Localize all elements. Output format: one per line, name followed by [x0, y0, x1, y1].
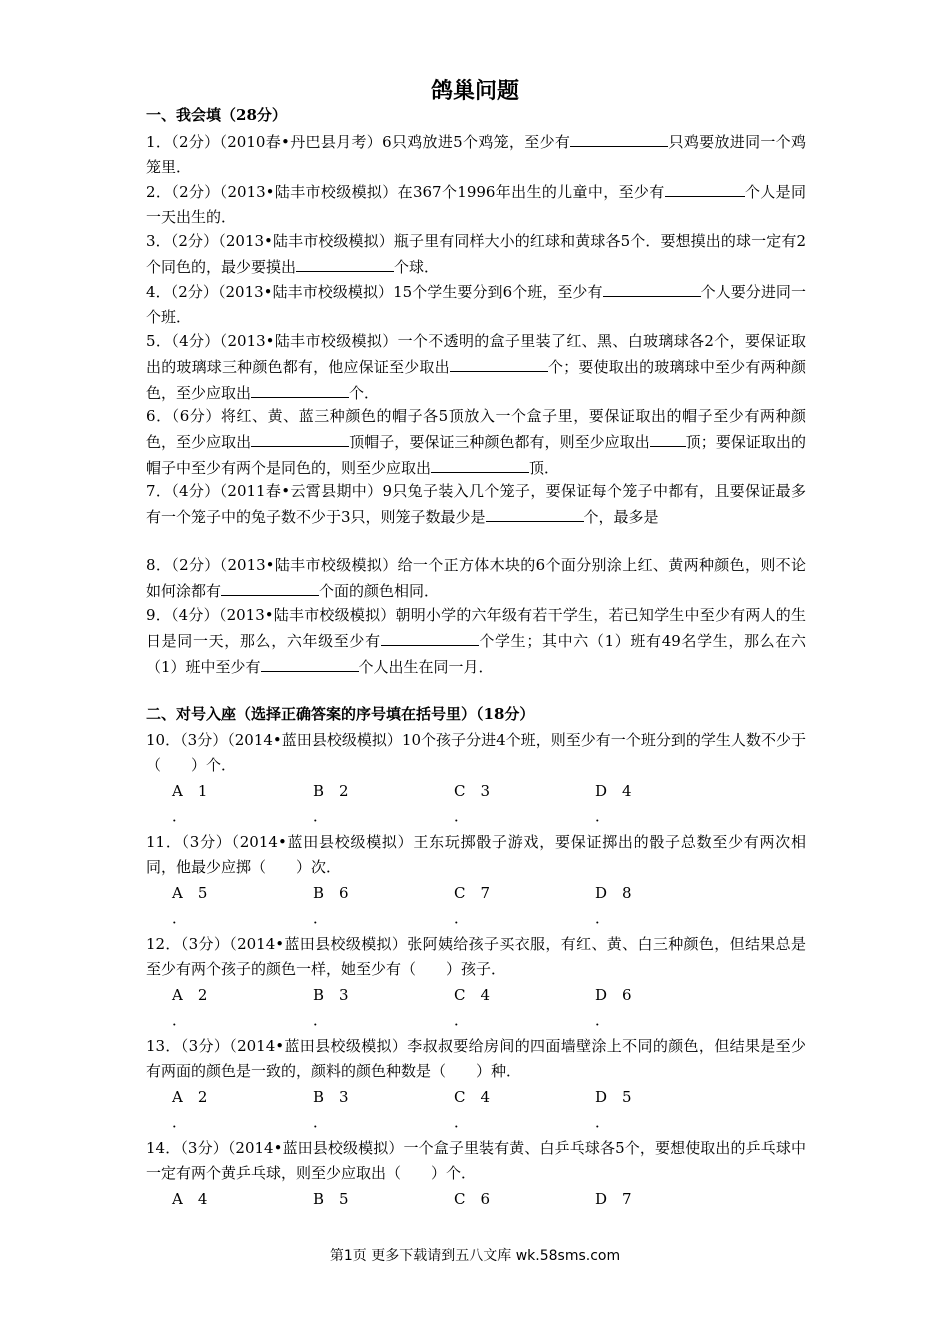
- question-7: 7．（4分）（2011春•云霄县期中）9只兔子装入几个笼子，要保证每个笼子中都有，且要保证最多有一个笼子中的兔子数不少于3只，则笼子数最少是 个，最多是: [146, 482, 806, 526]
- option-d[interactable]: D 6 ．: [595, 986, 632, 1029]
- option-b[interactable]: B 6 ．: [313, 884, 349, 927]
- option-c[interactable]: C 4 ．: [454, 1088, 491, 1131]
- answer-blank[interactable]: [431, 455, 529, 473]
- page-title: 鸽巢问题: [430, 78, 519, 104]
- option-b[interactable]: B 2 ．: [313, 782, 349, 825]
- answer-blank[interactable]: [261, 654, 359, 672]
- answer-blank[interactable]: [450, 354, 548, 372]
- option-a[interactable]: A 5 ．: [172, 884, 208, 927]
- answer-blank[interactable]: [650, 429, 686, 447]
- question-14: 14．（3分）（2014•蓝田县校级模拟）一个盒子里装有黄、白乒乓球各5个，要想使取出的乒乓球中一定有两个黄乒乓球，则至少应取出（ ）个．: [146, 1139, 806, 1182]
- section-2-heading: 二、对号入座（选择正确答案的序号填在括号里）（18分）: [146, 705, 535, 723]
- page-footer: 第1页 更多下载请到五八文库 wk.58sms.com: [329, 1248, 621, 1264]
- option-b[interactable]: B 5: [313, 1190, 349, 1208]
- question-8: 8．（2分）（2013•陆丰市校级模拟）给一个正方体木块的6个面分别涂上红、黄两种颜色，则不论如何涂都有 个面的颜色相同．: [146, 556, 806, 600]
- answer-blank[interactable]: [221, 578, 319, 596]
- option-b[interactable]: B 3 ．: [313, 986, 349, 1029]
- answer-blank[interactable]: [251, 380, 349, 398]
- answer-blank[interactable]: [665, 179, 745, 197]
- question-6: 6．（6分）将红、黄、蓝三种颜色的帽子各5顶放入一个盒子里，要保证取出的帽子至少有两种颜色，至少应取出 顶帽子，要保证三种颜色都有，则至少应取出 顶；要保证取出的帽子中至少有两个是同色的，则至少应取出 顶．: [146, 407, 806, 477]
- option-a[interactable]: A 2 ．: [172, 986, 208, 1029]
- options-13: [172, 1085, 772, 1135]
- option-c[interactable]: C 6: [454, 1190, 491, 1208]
- answer-blank[interactable]: [381, 628, 479, 646]
- question-4: 4．（2分）（2013•陆丰市校级模拟）15个学生要分到6个班，至少有 个人要分进同一个班．: [146, 279, 806, 330]
- question-9: 9．（4分）（2013•陆丰市校级模拟）朝明小学的六年级有若干学生，若已知学生中至少有两人的生日是同一天，那么，六年级至少有 个学生；其中六（1）班有49名学生，那么在六（1）班中至少有 个人出生在同一月．: [146, 606, 806, 676]
- option-d[interactable]: D 4 ．: [595, 782, 632, 825]
- option-a[interactable]: A 4: [172, 1190, 208, 1208]
- question-11: 11．（3分）（2014•蓝田县校级模拟）王东玩掷骰子游戏，要保证掷出的骰子总数至少有两次相同，他最少应掷（ ）次．: [146, 833, 806, 876]
- option-b[interactable]: B 3 ．: [313, 1088, 349, 1131]
- option-c[interactable]: C 7 ．: [454, 884, 491, 927]
- answer-blank[interactable]: [603, 279, 701, 297]
- question-12: 12．（3分）（2014•蓝田县校级模拟）张阿姨给孩子买衣服，有红、黄、白三种颜色，但结果总是至少有两个孩子的颜色一样，她至少有（ ）孩子．: [146, 935, 806, 978]
- section-1-heading: 一、我会填（28分）: [146, 106, 287, 124]
- options-11: [172, 881, 772, 931]
- option-d[interactable]: D 8 ．: [595, 884, 632, 927]
- option-c[interactable]: C 4 ．: [454, 986, 491, 1029]
- question-3: 3．（2分）（2013•陆丰市校级模拟）瓶子里有同样大小的红球和黄球各5个．要想摸出的球一定有2个同色的，最少要摸出 个球．: [146, 232, 806, 276]
- question-2: 2．（2分）（2013•陆丰市校级模拟）在367个1996年出生的儿童中，至少有 个人是同一天出生的．: [146, 179, 806, 230]
- question-5: 5．（4分）（2013•陆丰市校级模拟）一个不透明的盒子里装了红、黑、白玻璃球各2个，要保证取出的玻璃球三种颜色都有，他应保证至少取出 个；要使取出的玻璃球中至少有两种颜色，至少应取出 个．: [146, 332, 806, 402]
- answer-blank[interactable]: [251, 429, 349, 447]
- options-14: [172, 1187, 772, 1212]
- option-c[interactable]: C 3 ．: [454, 782, 491, 825]
- answer-blank[interactable]: [296, 254, 394, 272]
- question-10: 10．（3分）（2014•蓝田县校级模拟）10个孩子分进4个班，则至少有一个班分到的学生人数不少于（ ）个．: [146, 731, 806, 774]
- option-a[interactable]: A 2 ．: [172, 1088, 208, 1131]
- option-d[interactable]: D 7: [595, 1190, 632, 1208]
- question-1: 1．（2分）（2010春•丹巴县月考）6只鸡放进5个鸡笼，至少有 只鸡要放进同一个鸡笼里．: [146, 129, 806, 180]
- answer-blank[interactable]: [570, 129, 668, 147]
- question-13: 13．（3分）（2014•蓝田县校级模拟）李叔叔要给房间的四面墙壁涂上不同的颜色，但结果是至少有两面的颜色是一致的，颜料的颜色种数是（ ）种．: [146, 1037, 806, 1080]
- answer-blank[interactable]: [486, 504, 584, 522]
- options-10: [172, 779, 772, 829]
- option-a[interactable]: A 1 ．: [172, 782, 208, 825]
- options-12: [172, 983, 772, 1033]
- option-d[interactable]: D 5 ．: [595, 1088, 632, 1131]
